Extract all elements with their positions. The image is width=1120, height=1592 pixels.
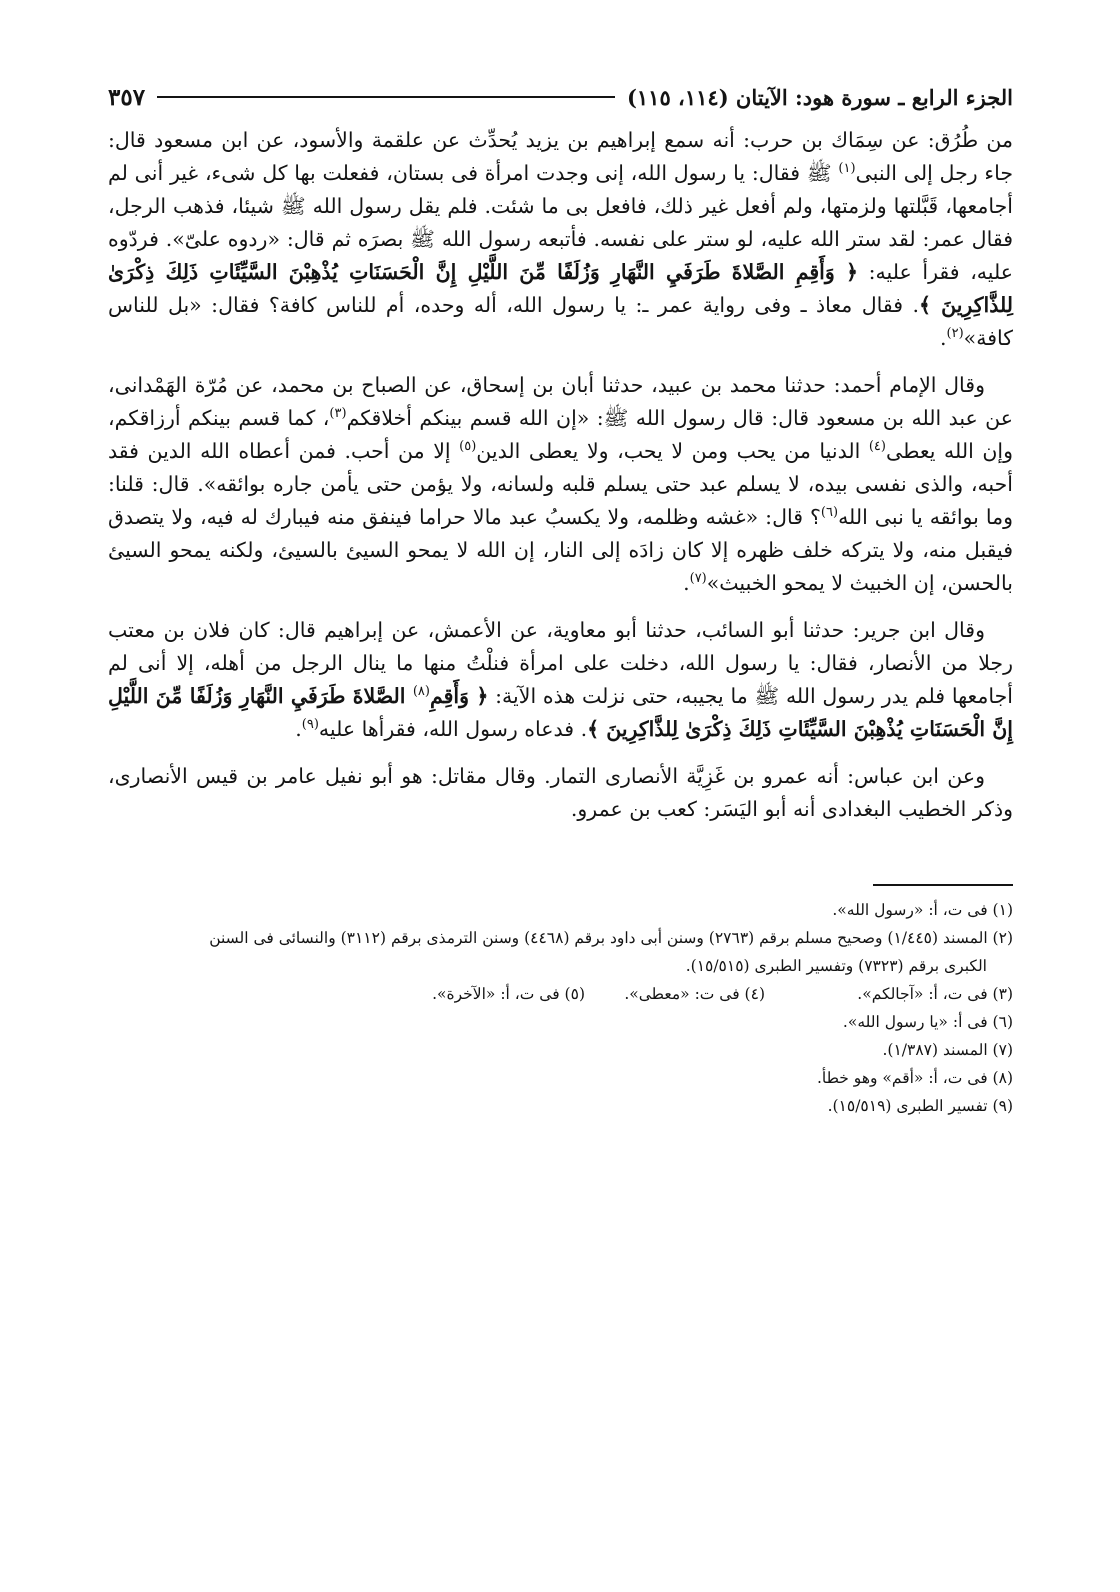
footnote-2-line-1: (٢) المسند (١/٤٤٥) وصحيح مسلم برقم (٢٧٦٣) وسنن أبى داود برقم (٤٤٦٨) وسنن الترمذى برقم (٣١١٢) والنسائى فى السنن (209, 929, 1013, 947)
footnote-3: (٣) فى ت، أ: «آجالكم». (857, 985, 1013, 1003)
paragraph-text: من طُرُق: عن سِمَاك بن حرب: أنه سمع إبراهيم بن يزيد يُحدِّث عن علقمة والأسود، عن ابن مسعود قال: جاء رجل إلى النبى (108, 128, 1013, 185)
footnote-5: (٥) فى ت، أ: «الآخرة». (432, 985, 585, 1003)
footnote-1: (١) فى ت، أ: «رسول الله». (832, 901, 1013, 919)
paragraph-text: وقال الإمام أحمد: حدثنا محمد بن عبيد، حدثنا أبان بن إسحاق، عن الصباح بن محمد، عن مُرّة الهَمْدانى، عن عبد الله بن مسعود قال: قال رسول الله ﷺ: «إن الله قسم بينكم أخلاقكم (108, 373, 1013, 430)
footnote-8: (٨) فى ت، أ: «أقم» وهو خطأ. (816, 1069, 1013, 1087)
page-number: ٣٥٧ (108, 83, 146, 111)
paragraph (108, 614, 1013, 746)
paragraph-text: ؟ قال: «غشه وظلمه، ولا يكسبُ عبد مالا حراما فينفق منه فيبارك له فيه، ولا يتصدق فيقبل منه، ولا يتركه خلف ظهره إلا كان زادَه إلى النار، إن الله لا يمحو السيئ بالسيئ، ولكنه يمحو السيئ بالحسن، إن الخبيث لا يمحو الخبيث» (108, 505, 1013, 595)
footnote-marker: (٧) (689, 571, 707, 587)
footnote-marker: (٦) (820, 505, 839, 521)
footnote-marker: (١) (838, 161, 856, 177)
paragraph-text: الدنيا من يحب ومن لا يحب، ولا يعطى الدين (476, 439, 869, 463)
footnote-marker: (٢) (946, 326, 964, 342)
paragraph-text: . (939, 326, 947, 350)
footnote-7: (٧) المسند (١/٣٨٧). (882, 1041, 1013, 1059)
paragraph-text: ، كما قسم بينكم أرزاقكم، وإن الله يعطى (108, 406, 1013, 463)
footnote-4: (٤) فى ت: «معطى». (624, 985, 765, 1003)
footnote-marker: (٣) (329, 406, 347, 422)
paragraph (108, 369, 1013, 600)
footnote-marker: (٤) (868, 439, 886, 455)
quran-quote: الصَّلاةَ طَرَفَيِ النَّهَارِ وَزُلَفًا مِّنَ اللَّيْلِ إِنَّ الْحَسَنَاتِ يُذْهِبْنَ السَّيِّئَاتِ ذَلِكَ ذِكْرَىٰ لِلذَّاكِرِينَ ﴾ (108, 684, 1013, 741)
paragraph-text: إلا من أحب. فمن أعطاه الله الدين فقد أحبه، والذى نفسى بيده، لا يسلم عبد حتى يسلم قلبه ولسانه، ولا يؤمن حتى يأمن جاره بوائقه». قال: قلنا: وما بوائقه يا نبى الله (108, 439, 1013, 529)
paragraph (108, 124, 1013, 355)
paragraph-text: وقال ابن جرير: حدثنا أبو السائب، حدثنا أبو معاوية، عن الأعمش، عن إبراهيم قال: كان فلان بن معتب رجلا من الأنصار، فقال: يا رسول الله، دخلت على امرأة فنلْتُ منها ما ينال الرجل من أهله، إلا أنى لم أجامعها فلم يدر رسول الله ﷺ ما يجيبه، حتى نزلت هذه الآية: (108, 618, 1013, 708)
footnote-separator (873, 884, 1013, 886)
paragraph-text: وعن ابن عباس: أنه عمرو بن غَزِيَّة الأنصارى التمار. وقال مقاتل: هو أبو نفيل عامر بن قيس الأنصارى، وذكر الخطيب البغدادى أنه أبو اليَسَر: كعب بن عمرو. (108, 764, 1013, 821)
paragraph-text: . فدعاه رسول الله، فقرأها عليه (318, 717, 588, 741)
footnotes (108, 896, 1013, 1120)
paragraph-text: . (295, 717, 302, 741)
paragraph (108, 760, 1013, 826)
header-title: الجزء الرابع ـ سورة هود: الآيتان (١١٤، ١١٥) (626, 84, 1013, 110)
footnote-marker: (٥) (459, 439, 477, 455)
quran-quote: ﴿ وَأَقِمِ الصَّلاةَ طَرَفَيِ النَّهَارِ وَزُلَفًا مِّنَ اللَّيْلِ إِنَّ الْحَسَنَاتِ يُذْهِبْنَ السَّيِّئَاتِ ذَلِكَ ذِكْرَىٰ لِلذَّاكِرِينَ ﴾ (108, 260, 1013, 317)
footnote-6: (٦) فى أ: «يا رسول الله». (842, 1013, 1013, 1031)
header-rule (157, 96, 615, 98)
footnote-marker: (٩) (301, 717, 319, 733)
footnote-marker: (٨) (412, 684, 430, 700)
footnote-row-3-5 (108, 980, 1013, 1008)
paragraph-text: . (683, 571, 690, 595)
paragraph-text: ﷺ فقال: يا رسول الله، إنى وجدت امرأة فى بستان، ففعلت بها كل شىء، غير أنى لم أجامعها، قَبَّلتها ولزمتها، ولم أفعل غير ذلك، فافعل بى ما شئت. فلم يقل رسول الله ﷺ شيئا، فذهب الرجل، فقال عمر: لقد ستر الله عليه، لو ستر على نفسه. فأتبعه رسول الله ﷺ بصرَه ثم قال: «ردوه علىّ». فردّوه عليه، فقرأ عليه: (108, 161, 1014, 284)
footnote-2-line-2: الكبرى برقم (٧٣٢٣) وتفسير الطبرى (١٥/٥١٥). (685, 957, 987, 975)
quran-quote: ﴿ وَأَقِمِ (429, 684, 489, 708)
main-text (108, 124, 1013, 826)
running-header (108, 78, 1013, 116)
footnote-9: (٩) تفسير الطبرى (١٥/٥١٩). (827, 1097, 1013, 1115)
footnote-2 (108, 924, 1013, 980)
paragraph-text: . فقال معاذ ـ وفى رواية عمر ـ: يا رسول الله، أله وحده، أم للناس كافة؟ فقال: «بل للناس كافة» (108, 293, 1013, 350)
